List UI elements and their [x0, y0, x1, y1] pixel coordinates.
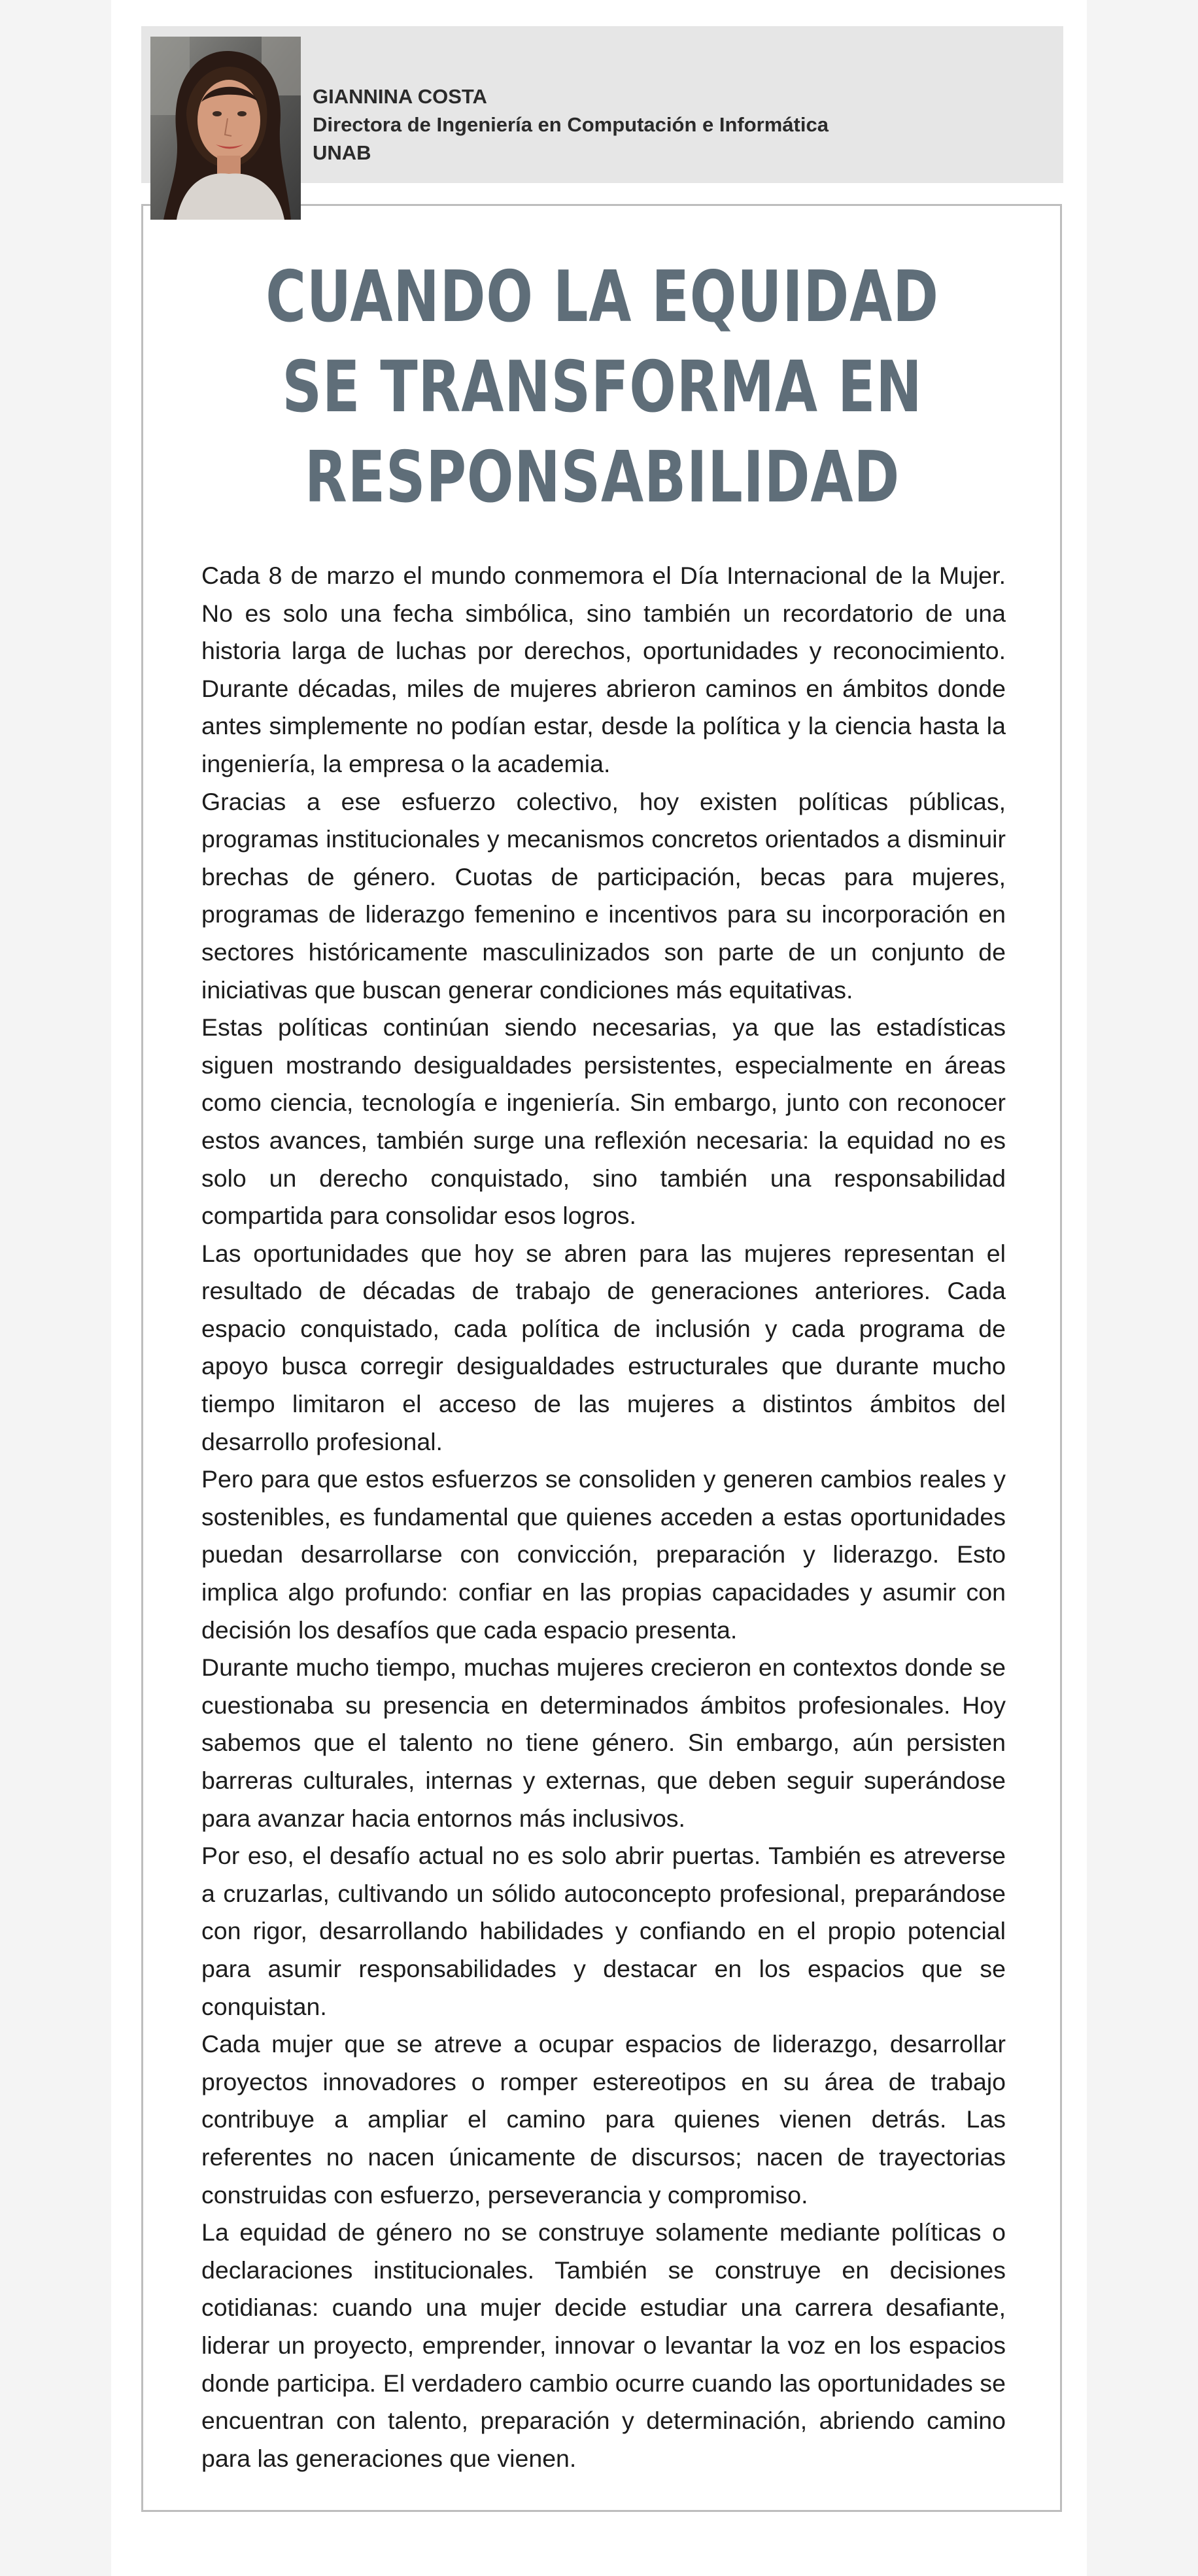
title-line: SE TRANSFORMA EN [282, 347, 923, 428]
paragraph: Las oportunidades que hoy se abren para las mujeres representan el resultado de décadas de trabajo de generaciones anteriores. Cada espacio conquistado, cada política de inclusión y cada programa de apoyo busca corregir desigualdades estructurales que durante mucho tiempo limitaron el acceso de las mujeres a distintos ámbitos del desarrollo profesional. [201, 1239, 1006, 1455]
paragraph: Estas políticas continúan siendo necesarias, ya que las estadísticas siguen mostrando desigualdades persistentes, especialmente en áreas como ciencia, tecnología e ingeniería. Sin embargo, junto con reconocer estos avances, también surge una reflexión necesaria: la equidad no es solo un derecho conquistado, sino también una responsabilidad compartida para consolidar esos logros. [201, 1013, 1006, 1230]
title-line: RESPONSABILIDAD [304, 437, 900, 518]
author-portrait-icon [150, 37, 301, 220]
author-info [313, 82, 1045, 167]
title-line: CUANDO LA EQUIDAD [265, 256, 939, 338]
paragraph: La equidad de género no se construye solamente mediante políticas o declaraciones institucionales. También se construye en decisiones cotidianas: cuando una mujer decide estudiar una carrera desafiante, liderar un proyecto, emprender, innovar o levantar la voz en los espacios donde participa. El verdadero cambio ocurre cuando las oportunidades se encuentran con talento, preparación y determinación, abriendo camino para las generaciones que vienen. [201, 2218, 1006, 2472]
paragraph: Por eso, el desafío actual no es solo abrir puertas. También es atreverse a cruzarlas, cultivando un sólido autoconcepto profesional, preparándose con rigor, desarrollando habilidades y confiando en el propio potencial para asumir responsabilidades y destacar en los espacios que se conquistan. [201, 1842, 1006, 2020]
paragraph: Cada 8 de marzo el mundo conmemora el Día Internacional de la Mujer. No es solo una fecha simbólica, sino también un recordatorio de una historia larga de luchas por derechos, oportunidades y reconocimiento. Durante décadas, miles de mujeres abrieron caminos en ámbitos donde antes simplemente no podían estar, desde la política y la ciencia hasta la ingeniería, la empresa o la academia. [201, 562, 1006, 777]
article-title [253, 252, 952, 523]
author-role: Directora de Ingeniería en Computación e Informática [313, 113, 829, 136]
page-margin-right [1087, 0, 1198, 2576]
author-photo [150, 37, 301, 220]
paragraph: Cada mujer que se atreve a ocupar espacios de liderazgo, desarrollar proyectos innovadores o romper estereotipos en su área de trabajo contribuye a ampliar el camino para quienes vienen detrás. Las referentes no nacen únicamente de discursos; nacen de trayectorias construidas con esfuerzo, perseverancia y compromiso. [201, 2030, 1006, 2209]
author-name: GIANNINA COSTA [313, 85, 487, 108]
paragraph: Durante mucho tiempo, muchas mujeres crecieron en contextos donde se cuestionaba su presencia en determinados ámbitos profesionales. Hoy sabemos que el talento no tiene género. Sin embargo, aún persisten barreras culturales, internas y externas, que deben seguir superándose para avanzar hacia entornos más inclusivos. [201, 1653, 1006, 1832]
paragraph: Gracias a ese esfuerzo colectivo, hoy existen políticas públicas, programas institucionales y mecanismos concretos orientados a disminuir brechas de género. Cuotas de participación, becas para mujeres, programas de liderazgo femenino e incentivos para su incorporación en sectores históricamente masculinizados son parte de un conjunto de iniciativas que buscan generar condiciones más equitativas. [201, 787, 1006, 1004]
author-institution: UNAB [313, 141, 371, 164]
paragraph: Pero para que estos esfuerzos se consoliden y generen cambios reales y sostenibles, es fundamental que quienes acceden a estas oportunidades puedan desarrollarse con convicción, preparación y liderazgo. Esto implica algo profundo: confiar en las propias capacidades y asumir con decisión los desafíos que cada espacio presenta. [201, 1465, 1006, 1644]
page-margin-left [0, 0, 111, 2576]
article-body [201, 557, 1006, 2477]
